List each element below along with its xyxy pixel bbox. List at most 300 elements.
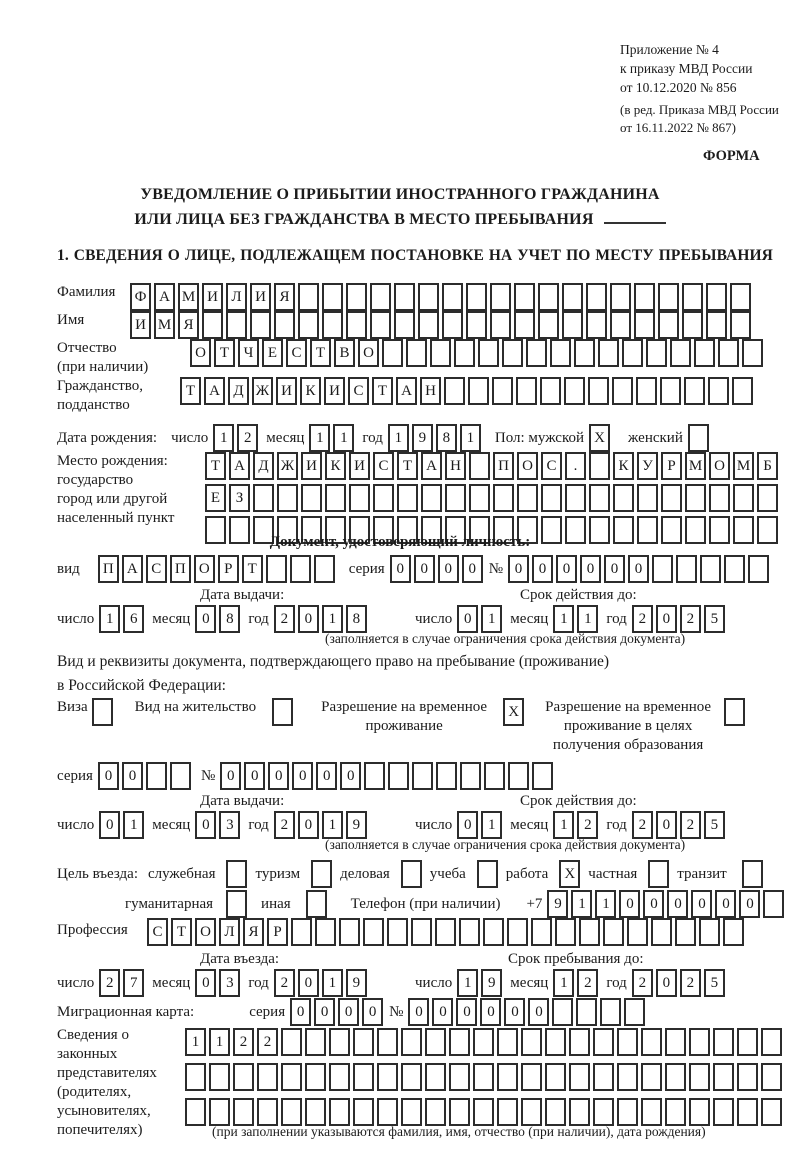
form-cell-filled[interactable]: И (130, 311, 151, 339)
form-cell-empty[interactable] (713, 1028, 734, 1056)
form-cell-filled[interactable]: И (301, 452, 322, 480)
form-cell-filled[interactable]: Ж (277, 452, 298, 480)
form-cell-filled[interactable]: 0 (390, 555, 411, 583)
form-cell-empty[interactable] (377, 1028, 398, 1056)
form-cell-filled[interactable]: 2 (99, 969, 120, 997)
form-cell-empty[interactable] (603, 918, 624, 946)
form-cell-empty[interactable] (737, 1098, 758, 1126)
form-cell-filled[interactable]: О (194, 555, 215, 583)
form-cell-filled[interactable]: 0 (244, 762, 265, 790)
form-cell-empty[interactable] (576, 998, 597, 1026)
form-cell-empty[interactable] (589, 452, 610, 480)
form-cell-empty[interactable] (724, 698, 745, 726)
form-cell-empty[interactable] (373, 484, 394, 512)
form-cell-empty[interactable] (748, 555, 769, 583)
form-cell-empty[interactable] (588, 377, 609, 405)
form-cell-empty[interactable] (682, 283, 703, 311)
form-cell-empty[interactable] (353, 1063, 374, 1091)
form-cell-filled[interactable]: 0 (580, 555, 601, 583)
form-cell-filled[interactable]: О (195, 918, 216, 946)
form-cell-filled[interactable]: Т (171, 918, 192, 946)
form-cell-empty[interactable] (521, 1063, 542, 1091)
form-cell-empty[interactable] (272, 698, 293, 726)
form-cell-filled[interactable]: 0 (556, 555, 577, 583)
form-cell-filled[interactable]: И (349, 452, 370, 480)
form-cell-empty[interactable] (569, 1063, 590, 1091)
form-cell-filled[interactable]: 1 (309, 424, 330, 452)
form-cell-empty[interactable] (634, 283, 655, 311)
form-cell-filled[interactable]: 0 (504, 998, 525, 1026)
form-cell-filled[interactable]: 2 (680, 605, 701, 633)
form-cell-filled[interactable]: И (276, 377, 297, 405)
form-cell-empty[interactable] (377, 1063, 398, 1091)
form-cell-empty[interactable] (538, 283, 559, 311)
form-cell-filled[interactable]: 1 (333, 424, 354, 452)
form-cell-empty[interactable] (688, 424, 709, 452)
form-cell-filled[interactable]: 9 (412, 424, 433, 452)
form-cell-empty[interactable] (301, 484, 322, 512)
form-cell-empty[interactable] (694, 339, 715, 367)
form-cell-empty[interactable] (651, 918, 672, 946)
form-cell-filled[interactable]: 2 (237, 424, 258, 452)
form-cell-filled[interactable]: К (300, 377, 321, 405)
form-cell-empty[interactable] (516, 377, 537, 405)
form-cell-empty[interactable] (322, 311, 343, 339)
form-cell-empty[interactable] (600, 998, 621, 1026)
form-cell-empty[interactable] (311, 860, 332, 888)
form-cell-empty[interactable] (281, 1098, 302, 1126)
form-cell-empty[interactable] (290, 555, 311, 583)
form-cell-filled[interactable]: Б (757, 452, 778, 480)
form-cell-empty[interactable] (652, 555, 673, 583)
form-cell-empty[interactable] (610, 283, 631, 311)
form-cell-empty[interactable] (314, 555, 335, 583)
form-cell-empty[interactable] (473, 1063, 494, 1091)
form-cell-filled[interactable]: П (493, 452, 514, 480)
form-cell-filled[interactable]: 2 (274, 811, 295, 839)
form-cell-empty[interactable] (552, 998, 573, 1026)
form-cell-empty[interactable] (538, 311, 559, 339)
form-cell-empty[interactable] (469, 452, 490, 480)
form-cell-filled[interactable]: С (286, 339, 307, 367)
form-cell-filled[interactable]: 1 (553, 605, 574, 633)
form-cell-filled[interactable]: Р (661, 452, 682, 480)
form-cell-filled[interactable]: 0 (456, 998, 477, 1026)
form-cell-empty[interactable] (477, 860, 498, 888)
form-cell-empty[interactable] (742, 339, 763, 367)
form-cell-filled[interactable]: 0 (457, 811, 478, 839)
form-cell-filled[interactable]: Т (214, 339, 235, 367)
form-cell-filled[interactable]: 0 (643, 890, 664, 918)
form-cell-filled[interactable]: 1 (457, 969, 478, 997)
form-cell-empty[interactable] (730, 283, 751, 311)
form-cell-filled[interactable]: 0 (99, 811, 120, 839)
form-cell-filled[interactable]: Т (242, 555, 263, 583)
form-cell-empty[interactable] (436, 762, 457, 790)
form-cell-filled[interactable]: С (146, 555, 167, 583)
form-cell-filled[interactable]: 0 (619, 890, 640, 918)
form-cell-empty[interactable] (146, 762, 167, 790)
form-cell-empty[interactable] (646, 339, 667, 367)
form-cell-empty[interactable] (636, 377, 657, 405)
form-cell-empty[interactable] (322, 283, 343, 311)
form-cell-empty[interactable] (468, 377, 489, 405)
form-cell-filled[interactable]: Я (274, 283, 295, 311)
form-cell-filled[interactable]: 0 (408, 998, 429, 1026)
form-cell-empty[interactable] (565, 484, 586, 512)
form-cell-filled[interactable]: 0 (457, 605, 478, 633)
form-cell-empty[interactable] (401, 860, 422, 888)
form-cell-empty[interactable] (700, 555, 721, 583)
form-cell-empty[interactable] (718, 339, 739, 367)
form-cell-empty[interactable] (761, 1098, 782, 1126)
form-cell-empty[interactable] (665, 1063, 686, 1091)
form-cell-filled[interactable]: 1 (123, 811, 144, 839)
form-cell-filled[interactable]: Я (243, 918, 264, 946)
form-cell-filled[interactable]: А (396, 377, 417, 405)
form-cell-empty[interactable] (418, 311, 439, 339)
form-cell-empty[interactable] (713, 1098, 734, 1126)
form-cell-empty[interactable] (622, 339, 643, 367)
form-cell-empty[interactable] (305, 1028, 326, 1056)
form-cell-empty[interactable] (757, 484, 778, 512)
form-cell-empty[interactable] (329, 1028, 350, 1056)
form-cell-filled[interactable]: 0 (122, 762, 143, 790)
form-cell-filled[interactable]: 5 (704, 969, 725, 997)
form-cell-filled[interactable]: 2 (632, 969, 653, 997)
form-cell-filled[interactable]: 0 (604, 555, 625, 583)
form-cell-filled[interactable]: 2 (632, 605, 653, 633)
form-cell-filled[interactable]: 0 (532, 555, 553, 583)
form-cell-filled[interactable]: Л (219, 918, 240, 946)
form-cell-empty[interactable] (742, 860, 763, 888)
form-cell-filled[interactable]: 2 (632, 811, 653, 839)
form-cell-filled[interactable]: Л (226, 283, 247, 311)
form-cell-empty[interactable] (724, 555, 745, 583)
form-cell-filled[interactable]: 0 (316, 762, 337, 790)
form-cell-empty[interactable] (492, 377, 513, 405)
form-cell-empty[interactable] (315, 918, 336, 946)
form-cell-filled[interactable]: 1 (571, 890, 592, 918)
form-cell-empty[interactable] (233, 1098, 254, 1126)
form-cell-filled[interactable]: Е (262, 339, 283, 367)
form-cell-filled[interactable]: М (178, 283, 199, 311)
form-cell-filled[interactable]: 2 (577, 969, 598, 997)
form-cell-empty[interactable] (459, 918, 480, 946)
form-cell-empty[interactable] (394, 283, 415, 311)
form-cell-filled[interactable]: 0 (462, 555, 483, 583)
form-cell-empty[interactable] (541, 484, 562, 512)
form-cell-empty[interactable] (545, 1028, 566, 1056)
form-cell-filled[interactable]: 2 (274, 605, 295, 633)
form-cell-empty[interactable] (493, 484, 514, 512)
form-cell-filled[interactable]: М (154, 311, 175, 339)
form-cell-empty[interactable] (329, 1063, 350, 1091)
form-cell-filled[interactable]: С (541, 452, 562, 480)
form-cell-empty[interactable] (466, 283, 487, 311)
form-cell-empty[interactable] (442, 311, 463, 339)
form-cell-filled[interactable]: 0 (314, 998, 335, 1026)
form-cell-empty[interactable] (435, 918, 456, 946)
form-cell-empty[interactable] (641, 1028, 662, 1056)
form-cell-empty[interactable] (661, 484, 682, 512)
form-cell-filled[interactable]: 0 (667, 890, 688, 918)
form-cell-filled[interactable]: Р (218, 555, 239, 583)
form-cell-empty[interactable] (637, 484, 658, 512)
form-cell-empty[interactable] (382, 339, 403, 367)
form-cell-filled[interactable]: У (637, 452, 658, 480)
form-cell-empty[interactable] (517, 484, 538, 512)
form-cell-filled[interactable]: 9 (481, 969, 502, 997)
form-cell-filled[interactable]: X (559, 860, 580, 888)
form-cell-filled[interactable]: 2 (233, 1028, 254, 1056)
form-cell-filled[interactable]: 0 (438, 555, 459, 583)
form-cell-empty[interactable] (353, 1028, 374, 1056)
form-cell-filled[interactable]: 2 (257, 1028, 278, 1056)
form-cell-filled[interactable]: А (122, 555, 143, 583)
form-cell-filled[interactable]: Ч (238, 339, 259, 367)
form-cell-filled[interactable]: И (250, 283, 271, 311)
form-cell-filled[interactable]: А (421, 452, 442, 480)
form-cell-empty[interactable] (545, 1063, 566, 1091)
form-cell-empty[interactable] (550, 339, 571, 367)
form-cell-empty[interactable] (274, 311, 295, 339)
form-cell-filled[interactable]: 1 (209, 1028, 230, 1056)
form-cell-empty[interactable] (593, 1098, 614, 1126)
form-cell-filled[interactable]: О (517, 452, 538, 480)
form-cell-filled[interactable]: 2 (577, 811, 598, 839)
form-cell-empty[interactable] (730, 311, 751, 339)
form-cell-empty[interactable] (370, 311, 391, 339)
form-cell-filled[interactable]: 0 (298, 811, 319, 839)
form-cell-filled[interactable]: 0 (298, 605, 319, 633)
form-cell-empty[interactable] (401, 1063, 422, 1091)
form-cell-empty[interactable] (682, 311, 703, 339)
form-cell-empty[interactable] (449, 1063, 470, 1091)
form-cell-filled[interactable]: 1 (185, 1028, 206, 1056)
form-cell-empty[interactable] (586, 311, 607, 339)
form-cell-empty[interactable] (329, 1098, 350, 1126)
form-cell-empty[interactable] (444, 377, 465, 405)
form-cell-empty[interactable] (478, 339, 499, 367)
form-cell-filled[interactable]: 3 (219, 811, 240, 839)
form-cell-empty[interactable] (514, 311, 535, 339)
form-cell-empty[interactable] (226, 311, 247, 339)
form-cell-filled[interactable]: А (204, 377, 225, 405)
form-cell-empty[interactable] (497, 1098, 518, 1126)
form-cell-empty[interactable] (490, 283, 511, 311)
form-cell-filled[interactable]: 9 (346, 811, 367, 839)
form-cell-empty[interactable] (346, 311, 367, 339)
form-cell-filled[interactable]: Д (228, 377, 249, 405)
form-cell-filled[interactable]: X (589, 424, 610, 452)
form-cell-empty[interactable] (466, 311, 487, 339)
form-cell-empty[interactable] (185, 1098, 206, 1126)
form-cell-empty[interactable] (170, 762, 191, 790)
form-cell-empty[interactable] (226, 860, 247, 888)
form-cell-empty[interactable] (689, 1028, 710, 1056)
form-cell-empty[interactable] (483, 918, 504, 946)
form-cell-empty[interactable] (598, 339, 619, 367)
form-cell-empty[interactable] (763, 890, 784, 918)
form-cell-empty[interactable] (562, 311, 583, 339)
form-cell-empty[interactable] (706, 311, 727, 339)
form-cell-filled[interactable]: 1 (553, 969, 574, 997)
form-cell-filled[interactable]: 1 (553, 811, 574, 839)
form-cell-filled[interactable]: 0 (195, 811, 216, 839)
form-cell-empty[interactable] (634, 311, 655, 339)
form-cell-empty[interactable] (473, 1098, 494, 1126)
form-cell-empty[interactable] (675, 918, 696, 946)
form-cell-empty[interactable] (507, 918, 528, 946)
form-cell-filled[interactable]: 0 (508, 555, 529, 583)
form-cell-empty[interactable] (617, 1028, 638, 1056)
form-cell-empty[interactable] (502, 339, 523, 367)
form-cell-empty[interactable] (709, 484, 730, 512)
form-cell-filled[interactable]: С (373, 452, 394, 480)
form-cell-filled[interactable]: 7 (123, 969, 144, 997)
form-cell-filled[interactable]: Ф (130, 283, 151, 311)
form-cell-filled[interactable]: И (324, 377, 345, 405)
form-cell-empty[interactable] (660, 377, 681, 405)
form-cell-filled[interactable]: 0 (628, 555, 649, 583)
form-cell-filled[interactable]: 0 (691, 890, 712, 918)
form-cell-empty[interactable] (388, 762, 409, 790)
form-cell-empty[interactable] (617, 1063, 638, 1091)
form-cell-empty[interactable] (761, 1063, 782, 1091)
form-cell-empty[interactable] (564, 377, 585, 405)
form-cell-filled[interactable]: Т (205, 452, 226, 480)
form-cell-empty[interactable] (490, 311, 511, 339)
form-cell-empty[interactable] (202, 311, 223, 339)
form-cell-empty[interactable] (277, 484, 298, 512)
form-cell-empty[interactable] (363, 918, 384, 946)
form-cell-empty[interactable] (185, 1063, 206, 1091)
form-cell-filled[interactable]: З (229, 484, 250, 512)
form-cell-filled[interactable]: 2 (274, 969, 295, 997)
form-cell-empty[interactable] (209, 1063, 230, 1091)
form-cell-filled[interactable]: В (334, 339, 355, 367)
form-cell-filled[interactable]: М (733, 452, 754, 480)
form-cell-empty[interactable] (670, 339, 691, 367)
form-cell-empty[interactable] (627, 918, 648, 946)
form-cell-filled[interactable]: Я (178, 311, 199, 339)
form-cell-filled[interactable]: 1 (481, 811, 502, 839)
form-cell-filled[interactable]: 0 (98, 762, 119, 790)
form-cell-filled[interactable]: 0 (268, 762, 289, 790)
form-cell-empty[interactable] (723, 918, 744, 946)
form-cell-filled[interactable]: И (202, 283, 223, 311)
form-cell-filled[interactable]: К (325, 452, 346, 480)
form-cell-filled[interactable]: К (613, 452, 634, 480)
form-cell-empty[interactable] (473, 1028, 494, 1056)
form-cell-filled[interactable]: 8 (219, 605, 240, 633)
form-cell-empty[interactable] (397, 484, 418, 512)
form-cell-filled[interactable]: Д (253, 452, 274, 480)
form-cell-filled[interactable]: 1 (99, 605, 120, 633)
form-cell-empty[interactable] (593, 1028, 614, 1056)
form-cell-filled[interactable]: Т (372, 377, 393, 405)
form-cell-filled[interactable]: 1 (577, 605, 598, 633)
form-cell-empty[interactable] (665, 1098, 686, 1126)
form-cell-filled[interactable]: 0 (290, 998, 311, 1026)
form-cell-filled[interactable]: 9 (346, 969, 367, 997)
form-cell-empty[interactable] (574, 339, 595, 367)
form-cell-empty[interactable] (612, 377, 633, 405)
form-cell-filled[interactable]: 0 (414, 555, 435, 583)
form-cell-empty[interactable] (665, 1028, 686, 1056)
form-cell-filled[interactable]: 9 (547, 890, 568, 918)
form-cell-filled[interactable]: О (190, 339, 211, 367)
form-cell-empty[interactable] (325, 484, 346, 512)
form-cell-filled[interactable]: 8 (436, 424, 457, 452)
form-cell-empty[interactable] (689, 1098, 710, 1126)
form-cell-filled[interactable]: Ж (252, 377, 273, 405)
form-cell-filled[interactable]: 0 (362, 998, 383, 1026)
form-cell-empty[interactable] (532, 762, 553, 790)
form-cell-empty[interactable] (732, 377, 753, 405)
form-cell-filled[interactable]: 2 (680, 969, 701, 997)
form-cell-empty[interactable] (648, 860, 669, 888)
form-cell-filled[interactable]: 1 (388, 424, 409, 452)
form-cell-empty[interactable] (406, 339, 427, 367)
form-cell-empty[interactable] (445, 484, 466, 512)
form-cell-filled[interactable]: 0 (338, 998, 359, 1026)
form-cell-empty[interactable] (708, 377, 729, 405)
form-cell-empty[interactable] (514, 283, 535, 311)
form-cell-filled[interactable]: 0 (298, 969, 319, 997)
form-cell-empty[interactable] (562, 283, 583, 311)
form-cell-empty[interactable] (658, 311, 679, 339)
form-cell-filled[interactable]: 3 (219, 969, 240, 997)
form-cell-empty[interactable] (579, 918, 600, 946)
form-cell-filled[interactable]: 0 (340, 762, 361, 790)
form-cell-filled[interactable]: 0 (480, 998, 501, 1026)
form-cell-filled[interactable]: 1 (322, 605, 343, 633)
form-cell-empty[interactable] (209, 1098, 230, 1126)
form-cell-filled[interactable]: 6 (123, 605, 144, 633)
form-cell-filled[interactable]: А (154, 283, 175, 311)
form-cell-empty[interactable] (233, 1063, 254, 1091)
form-cell-empty[interactable] (387, 918, 408, 946)
form-cell-filled[interactable]: Т (397, 452, 418, 480)
form-cell-filled[interactable]: 1 (481, 605, 502, 633)
form-cell-empty[interactable] (610, 311, 631, 339)
form-cell-empty[interactable] (298, 283, 319, 311)
form-cell-empty[interactable] (593, 1063, 614, 1091)
form-cell-filled[interactable]: Т (180, 377, 201, 405)
form-cell-empty[interactable] (469, 484, 490, 512)
form-cell-filled[interactable]: 1 (213, 424, 234, 452)
form-cell-empty[interactable] (401, 1098, 422, 1126)
form-cell-filled[interactable]: 0 (656, 969, 677, 997)
form-cell-empty[interactable] (555, 918, 576, 946)
form-cell-filled[interactable]: А (229, 452, 250, 480)
form-cell-empty[interactable] (346, 283, 367, 311)
form-cell-empty[interactable] (306, 890, 327, 918)
form-cell-empty[interactable] (586, 283, 607, 311)
form-cell-empty[interactable] (454, 339, 475, 367)
form-cell-empty[interactable] (418, 283, 439, 311)
form-cell-empty[interactable] (370, 283, 391, 311)
form-cell-empty[interactable] (401, 1028, 422, 1056)
form-cell-empty[interactable] (266, 555, 287, 583)
form-cell-empty[interactable] (569, 1098, 590, 1126)
form-cell-empty[interactable] (684, 377, 705, 405)
form-cell-empty[interactable] (685, 484, 706, 512)
form-cell-empty[interactable] (353, 1098, 374, 1126)
form-cell-empty[interactable] (411, 918, 432, 946)
